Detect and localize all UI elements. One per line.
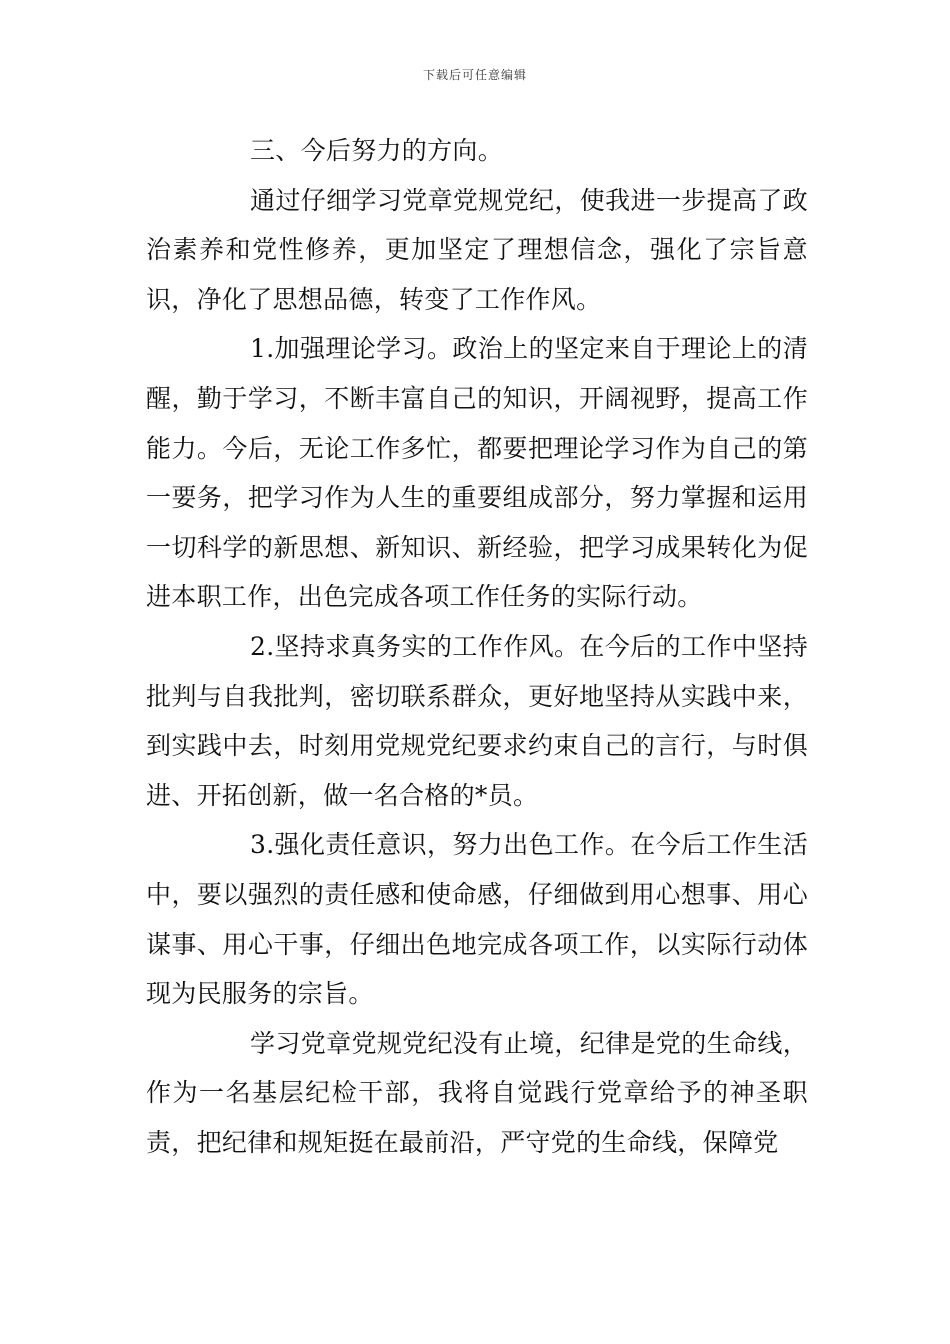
paragraph-item-3: 3.强化责任意识，努力出色工作。在今后工作生活中，要以强烈的责任感和使命感，仔细做到用心想事、用心谋事、用心干事，仔细出色地完成各项工作，以实际行动体现为民服务的宗旨。 [146,830,808,1009]
document-body [146,126,808,1167]
paragraph-conclusion: 学习党章党规党纪没有止境，纪律是党的生命线，作为一名基层纪检干部，我将自觉践行党章给予的神圣职责，把纪律和规矩挺在最前沿，严守党的生命线，保障党 [146,1028,808,1157]
section-heading: 三、今后努力的方向。 [250,136,504,165]
page-header: 下载后可任意编辑 [422,68,527,82]
paragraph-item-2: 2.坚持求真务实的工作作风。在今后的工作中坚持批判与自我批判，密切联系群众，更好地坚持从实践中来，到实践中去，时刻用党规党纪要求约束自己的言行，与时俱进、开拓创新，做一名合格的*员。 [146,631,808,810]
paragraph-item-1: 1.加强理论学习。政治上的坚定来自于理论上的清醒，勤于学习，不断丰富自己的知识，开阔视野，提高工作能力。今后，无论工作多忙，都要把理论学习作为自己的第一要务，把学习作为人生的重要组成部分，努力掌握和运用一切科学的新思想、新知识、新经验，把学习成果转化为促进本职工作，出色完成各项工作任务的实际行动。 [146,334,808,612]
paragraph-intro: 通过仔细学习党章党规党纪，使我进一步提高了政治素养和党性修养，更加坚定了理想信念，强化了宗旨意识，净化了思想品德，转变了工作作风。 [146,185,808,314]
